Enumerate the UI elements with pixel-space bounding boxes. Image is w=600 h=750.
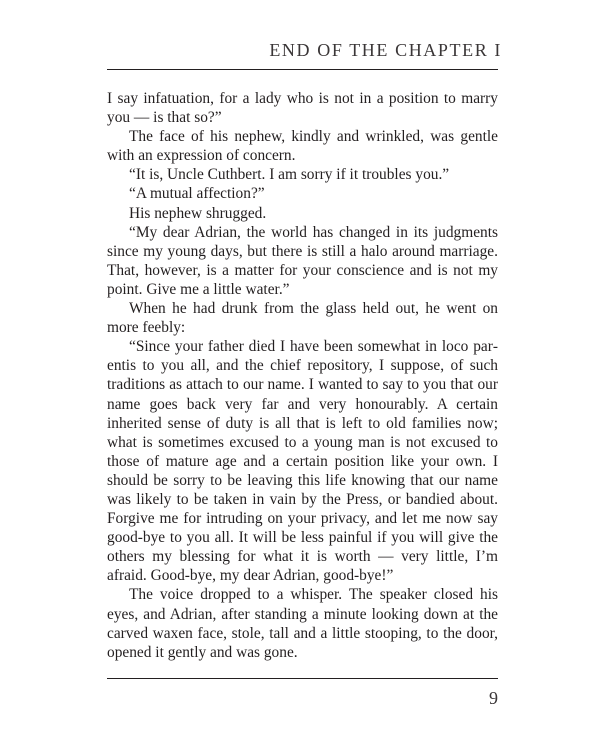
paragraph: The voice dropped to a whisper. The speaker closed his eyes, and Adrian, after standing a minute looking down at the carved waxen face, stole, tall and a little stooping, to the door, opened it gently and was gone. xyxy=(107,586,498,661)
paragraph: His nephew shrugged. xyxy=(129,204,267,222)
paragraph: “It is, Uncle Cuthbert. I am sorry if it troubles you.” xyxy=(129,166,450,184)
body-text xyxy=(107,89,498,662)
paragraph: “Since your father died I have been somewhat in loco parentis to you all, and the chief repository, I suppose, of such traditions as attach to our name. I wanted to say to you that our name goes back very far and very honourably. A certain inherited sense of duty is all that is left to old families now; what is sometimes excused to a young man is not excused to those of mature age and a certain position like your own. I should be sorry to be leaving this life knowing that our name was likely to be taken in vain by the Press, or bandied about. Forgive me for intruding on your privacy, and let me now say good-bye to you all. It will be less painful if you will give the others my blessing for what it is worth — very little, I’m afraid. Good-bye, my dear Adrian, good-bye!” xyxy=(107,338,498,585)
paragraph: I say infatuation, for a lady who is not in a position to marry you — is that so?” xyxy=(107,90,498,127)
header-rule xyxy=(107,69,498,70)
paragraph: The face of his nephew, kindly and wrinkled, was gentle with an expression of concern. xyxy=(107,128,498,165)
footer-rule xyxy=(107,678,498,679)
running-head: END OF THE CHAPTER I xyxy=(269,40,502,60)
page-number: 9 xyxy=(489,688,498,708)
paragraph: When he had drunk from the glass held out, he went on more feebly: xyxy=(107,300,498,337)
paragraph: “My dear Adrian, the world has changed in its judgments since my young days, but there is still a halo around marriage. That, however, is a matter for your conscience and is not my point. Give me a little water.” xyxy=(107,223,498,298)
paragraph: “A mutual affection?” xyxy=(129,185,265,203)
